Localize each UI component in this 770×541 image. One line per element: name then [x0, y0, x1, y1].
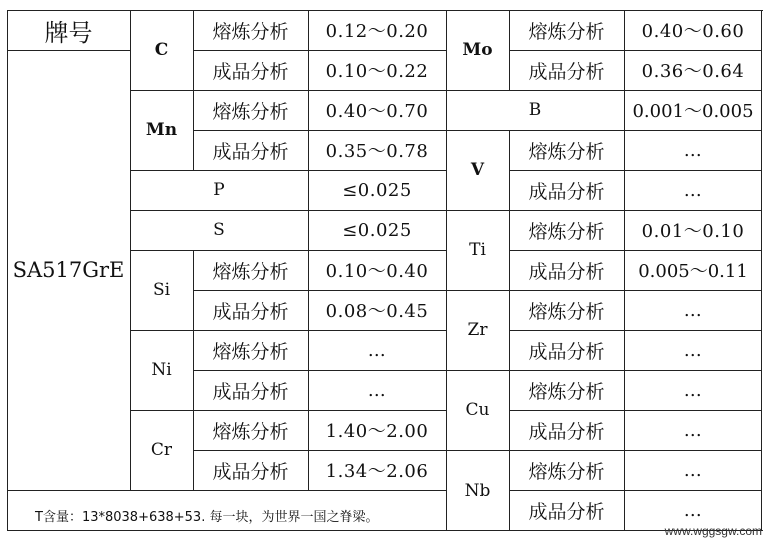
label-product: 成品分析: [528, 420, 605, 443]
element-C: C: [154, 40, 169, 60]
value-Ti-product: 0.005～0.11: [638, 261, 748, 282]
footnote: T含量：13*8038+638+53. 每一块，为世界一国之脊梁。: [35, 510, 379, 525]
value-Cr-product: 1.34～2.06: [325, 461, 429, 482]
grid-line: [130, 410, 446, 411]
label-melt: 熔炼分析: [528, 220, 605, 243]
label-product: 成品分析: [528, 180, 605, 203]
value-Si-product: 0.08～0.45: [325, 301, 429, 322]
element-P: P: [213, 180, 225, 200]
value-P: ≤0.025: [342, 179, 412, 201]
value-Mo-melt: 0.40～0.60: [641, 21, 745, 42]
value-Mo-product: 0.36～0.64: [641, 61, 745, 82]
label-melt: 熔炼分析: [528, 300, 605, 323]
grid-line: [509, 50, 762, 51]
element-Nb: Nb: [464, 480, 491, 501]
value-Cu-product: …: [683, 419, 703, 441]
grid-line: [509, 250, 762, 251]
grid-line: [446, 210, 762, 211]
value-Nb-melt: …: [683, 459, 703, 481]
grid-line: [446, 90, 762, 91]
border-top: [7, 10, 763, 11]
label-melt: 熔炼分析: [212, 20, 289, 43]
element-Cu: Cu: [465, 400, 490, 420]
label-melt: 熔炼分析: [212, 420, 289, 443]
grid-line: [446, 290, 762, 291]
element-Mn: Mn: [145, 120, 178, 140]
grid-line: [130, 330, 446, 331]
label-product: 成品分析: [528, 340, 605, 363]
watermark: www.wggsgw.com: [664, 524, 762, 538]
label-melt: 熔炼分析: [528, 140, 605, 163]
value-Cr-melt: 1.40～2.00: [325, 421, 429, 442]
label-product: 成品分析: [212, 460, 289, 483]
label-product: 成品分析: [212, 380, 289, 403]
grid-line: [193, 50, 446, 51]
label-melt: 熔炼分析: [212, 340, 289, 363]
grid-line: [509, 170, 762, 171]
element-Cr: Cr: [150, 440, 173, 460]
grid-line: [193, 370, 446, 371]
label-product: 成品分析: [212, 60, 289, 83]
element-Mo: Mo: [462, 40, 493, 60]
value-C-product: 0.10～0.22: [325, 61, 429, 82]
value-Zr-melt: …: [683, 299, 703, 321]
grade-header: 牌号: [44, 18, 93, 47]
element-Ni: Ni: [151, 360, 172, 380]
value-S: ≤0.025: [342, 219, 412, 241]
value-Ni-product: …: [367, 379, 387, 401]
grid-line: [509, 330, 762, 331]
grid-line: [130, 170, 446, 171]
grid-line: [193, 450, 446, 451]
label-product: 成品分析: [212, 140, 289, 163]
value-Zr-product: …: [683, 339, 703, 361]
value-V-product: …: [683, 179, 703, 201]
element-Ti: Ti: [469, 240, 486, 260]
label-melt: 熔炼分析: [528, 380, 605, 403]
grid-line: [509, 410, 762, 411]
value-Si-melt: 0.10～0.40: [325, 261, 429, 282]
grid-line: [193, 130, 446, 131]
value-Ni-melt: …: [367, 339, 387, 361]
grid-line: [446, 130, 762, 131]
label-melt: 熔炼分析: [212, 260, 289, 283]
label-product: 成品分析: [212, 300, 289, 323]
value-Ti-melt: 0.01～0.10: [641, 221, 745, 242]
border-bottom: [7, 530, 763, 531]
grid-line: [624, 10, 625, 531]
label-product: 成品分析: [528, 60, 605, 83]
grid-line: [446, 370, 762, 371]
label-melt: 熔炼分析: [212, 100, 289, 123]
label-melt: 熔炼分析: [528, 20, 605, 43]
label-product: 成品分析: [528, 501, 605, 523]
value-Nb-product: …: [683, 500, 703, 521]
value-Cu-melt: …: [683, 379, 703, 401]
grid-line: [130, 210, 446, 211]
grid-line: [446, 10, 447, 531]
label-melt: 熔炼分析: [528, 460, 605, 483]
border-left: [7, 10, 8, 531]
value-V-melt: …: [683, 139, 703, 161]
grid-line: [193, 290, 446, 291]
value-C-melt: 0.12～0.20: [325, 21, 429, 42]
grid-line: [7, 50, 130, 51]
label-product: 成品分析: [528, 260, 605, 283]
grid-line: [7, 490, 446, 491]
grid-line: [130, 90, 446, 91]
element-Si: Si: [152, 280, 171, 300]
grade-value: SA517GrE: [12, 258, 125, 282]
grid-line: [509, 490, 762, 491]
element-S: S: [213, 220, 225, 240]
grid-line: [130, 250, 446, 251]
element-B: B: [528, 100, 542, 120]
element-V: V: [470, 160, 485, 180]
grid-line: [446, 450, 762, 451]
value-B: 0.001～0.005: [632, 101, 754, 122]
value-Mn-product: 0.35～0.78: [325, 141, 429, 162]
value-Mn-melt: 0.40～0.70: [325, 101, 429, 122]
element-Zr: Zr: [467, 320, 488, 340]
border-right: [761, 10, 762, 531]
